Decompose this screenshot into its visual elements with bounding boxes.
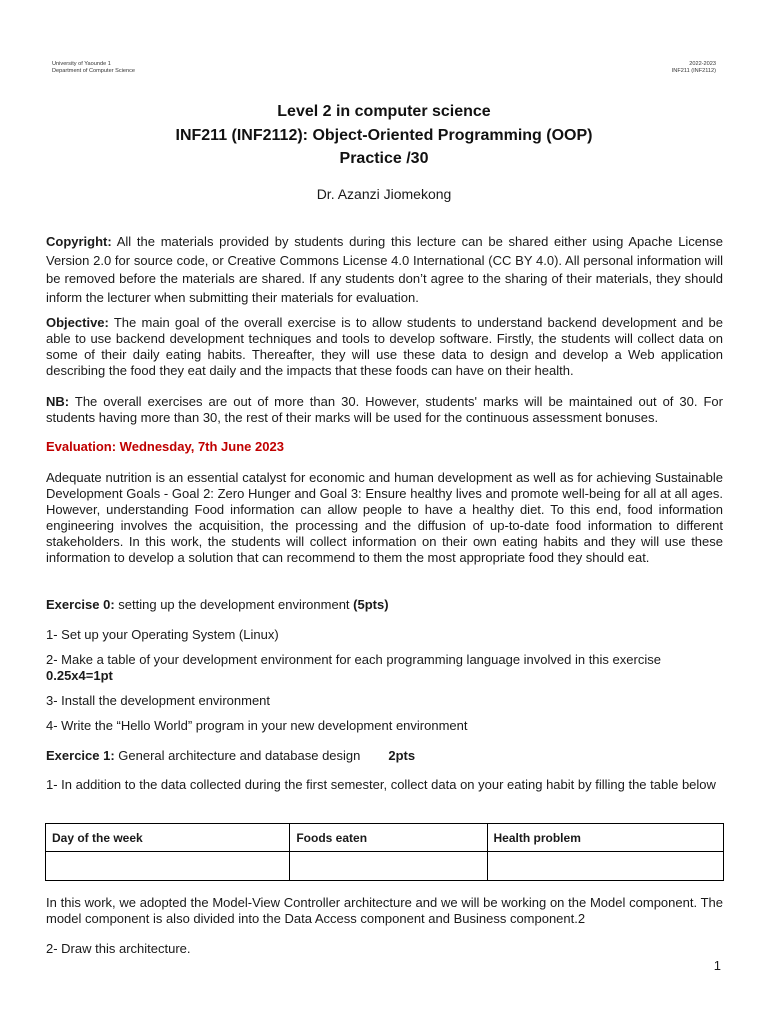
table-cell-empty (290, 852, 487, 881)
exercise0-item-2-text: 2- Make a table of your development environment for each programming language involved in this exercise (46, 652, 661, 667)
header-left (52, 61, 135, 74)
exercise0-item-3 (46, 693, 723, 709)
exercise1-item-2-text: 2- Draw this architecture. (46, 941, 191, 956)
table-cell-empty (46, 852, 290, 881)
nb-label: NB: (46, 394, 70, 409)
exercise1-heading (46, 748, 723, 764)
evaluation-text: Evaluation: Wednesday, 7th June 2023 (46, 439, 284, 454)
course-code: INF211 (INF2112) (671, 67, 716, 74)
evaluation-date (46, 439, 723, 455)
page-number: 1 (713, 958, 721, 973)
exercise0-heading (46, 597, 723, 613)
objective-paragraph (46, 315, 723, 379)
exercise1-item-2 (46, 941, 723, 957)
header-right (672, 61, 716, 74)
objective-text: The main goal of the overall exercise is to allow students to understand backend development and be able to use backend development techniques and tools to develop software. Firstly, the students will collect data on some of their daily eating habits. Thereafter, they will use these data to design and develop a Web application describing the food they eat daily and the impacts that these foods can have on their health. (46, 315, 723, 378)
exercise0-item-2-points: 0.25x4=1pt (46, 668, 113, 683)
table-header-health: Health problem (487, 824, 723, 852)
exercise0-item-4-text: 4- Write the “Hello World” program in your new development environment (46, 718, 468, 733)
exercise1-text: General architecture and database design (114, 748, 361, 763)
architecture-paragraph (46, 895, 723, 927)
exercise1-points: 2pts (388, 748, 416, 763)
nb-text: The overall exercises are out of more than 30. However, students' marks will be maintained out of 30. For students having more than 30, the rest of their marks will be used for the continuous assessment bonuses. (46, 394, 723, 425)
exercise1-label: Exercice 1: (46, 748, 115, 763)
copyright-paragraph (46, 233, 723, 307)
exercise0-item-1-text: 1- Set up your Operating System (Linux) (46, 627, 279, 642)
author-name: Dr. Azanzi Jiomekong (316, 186, 452, 202)
exercise0-item-4 (46, 718, 723, 734)
exercise1-item-1-text: 1- In addition to the data collected during the first semester, collect data on your eating habit by filling the table below (46, 777, 716, 792)
title-practice: Practice /30 (339, 150, 429, 167)
table-header-day: Day of the week (46, 824, 290, 852)
academic-year: 2022-2023 (689, 61, 716, 67)
copyright-label: Copyright: (46, 234, 112, 249)
table-cell-empty (487, 852, 723, 881)
table-header-row (46, 824, 724, 852)
exercise1-item-1 (46, 777, 723, 793)
table-header-foods: Foods eaten (290, 824, 487, 852)
title-level: Level 2 in computer science (277, 103, 491, 120)
university-name: University of Yaounde 1 (52, 61, 111, 67)
architecture-text: In this work, we adopted the Model-View Controller architecture and we will be working on the Model component. The model component is also divided into the Data Access component and Business component.2 (46, 895, 723, 926)
exercise0-points: (5pts) (353, 597, 389, 612)
nb-paragraph (46, 394, 723, 426)
exercise0-text: setting up the development environment (114, 597, 354, 612)
department-name: Department of Computer Science (52, 67, 136, 74)
exercise0-item-1 (46, 627, 723, 643)
title-course: INF211 (INF2112): Object-Oriented Programming (OOP) (175, 127, 593, 144)
exercise0-label: Exercise 0: (46, 597, 115, 612)
copyright-text: All the materials provided by students during this lecture can be shared either using Apache License Version 2.0 for source code, or Creative Commons License 4.0 International (CC BY 4.0). All personal information will be removed before the materials are shared. If any students don’t agree to the sharing of their materials, they should inform the lecturer when submitting their materials for evaluation. (46, 234, 723, 305)
eating-habits-table (45, 823, 724, 881)
exercise0-item-2 (46, 652, 723, 684)
intro-text: Adequate nutrition is an essential catalyst for economic and human development as well as for achieving Sustainable Development Goals - Goal 2: Zero Hunger and Goal 3: Ensure healthy lives and promote well-being for all at all ages. However, understanding Food information can allow people to have a healthy diet. To this end, food information engineering involves the acquisition, the processing and the diffusion of up-to-date food information to different stakeholders. In this work, the students will collect information on their own eating habits and they will use these information to develop a solution that can recommend to them the most appropriate food they should eat. (46, 470, 723, 565)
intro-paragraph (46, 470, 723, 566)
exercise0-item-3-text: 3- Install the development environment (46, 693, 271, 708)
objective-label: Objective: (46, 315, 109, 330)
table-row (46, 852, 724, 881)
